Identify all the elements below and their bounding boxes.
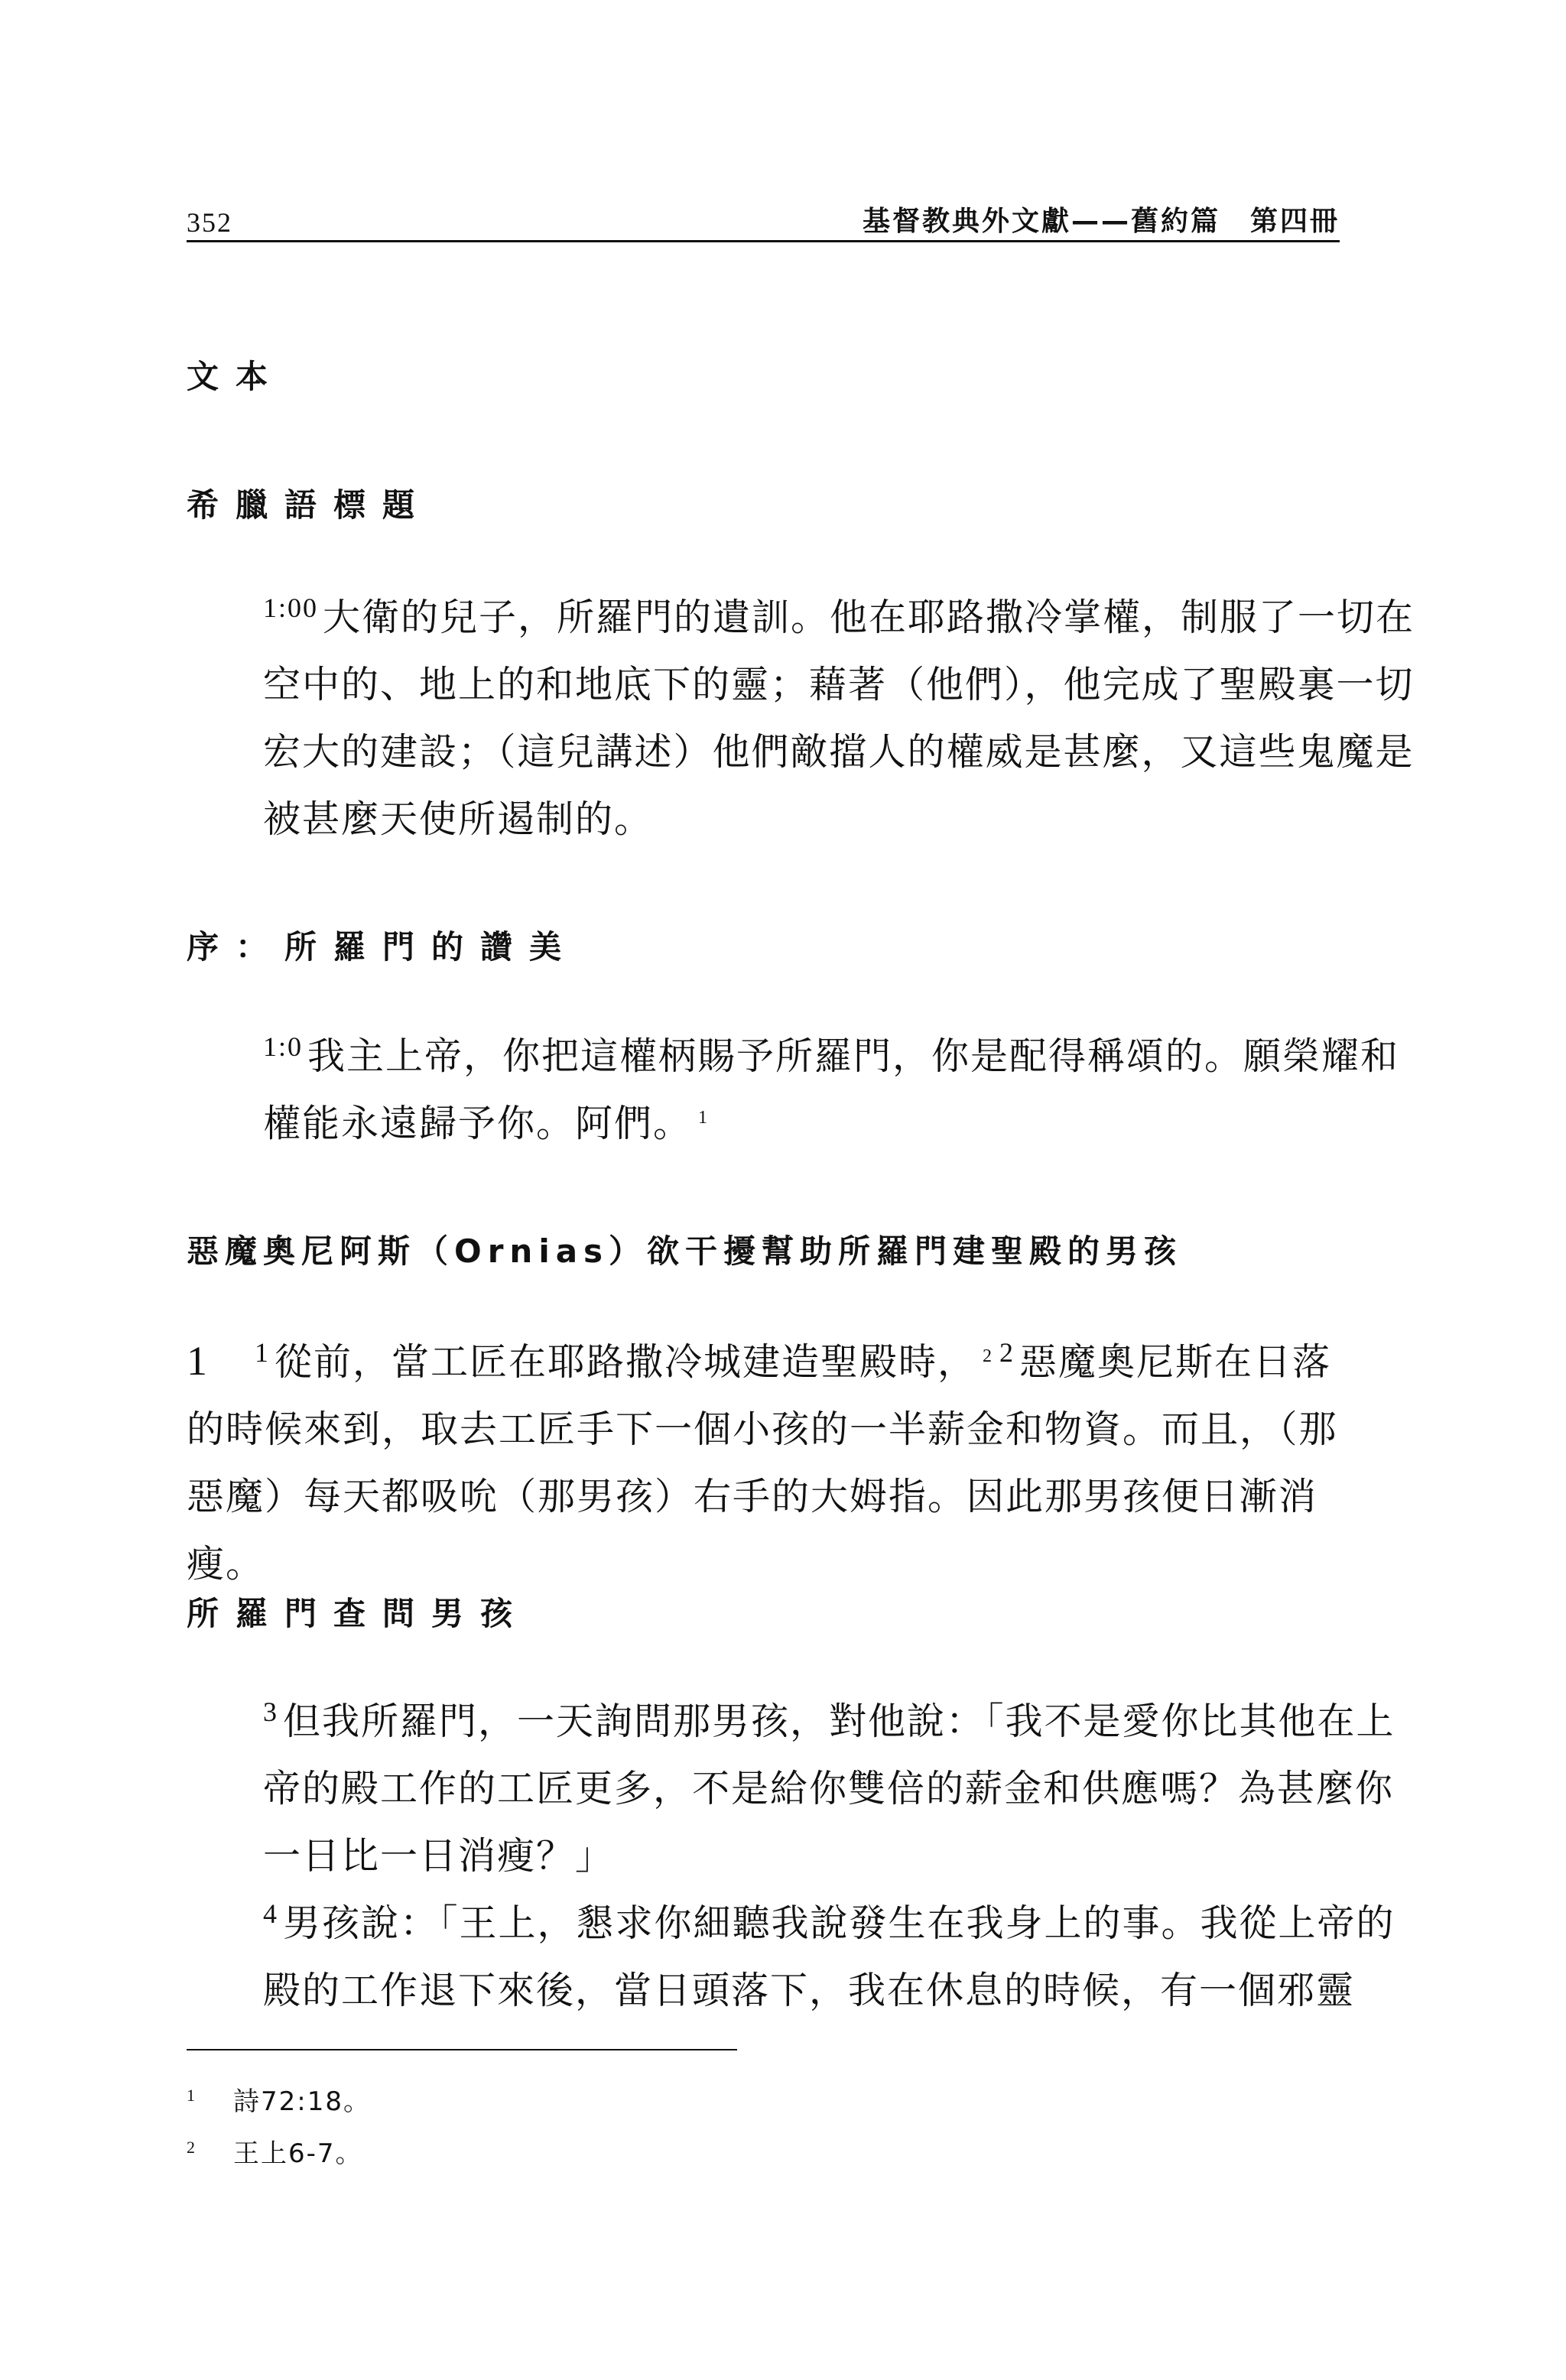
verse-text: 從前，當工匠在耶路撒冷城建造聖殿時，	[275, 1340, 977, 1384]
footnote-text: 詩72:18。	[233, 2086, 371, 2117]
section-heading-ornias: 惡魔奧尼阿斯（Ornias）欲干擾幫助所羅門建聖殿的男孩	[187, 1232, 1183, 1270]
chapter-number: 1	[187, 1338, 209, 1384]
footnote-rule	[187, 2049, 737, 2050]
page-number: 352	[187, 207, 232, 238]
paragraph-chapter-1	[187, 1327, 1340, 1598]
paragraph-prologue	[187, 1023, 1416, 1158]
section-heading-text: 文本	[187, 358, 285, 395]
paragraph-greek-title	[187, 584, 1416, 853]
section-heading-question: 所羅門查問男孩	[187, 1595, 530, 1632]
footnote-mark: 2	[187, 2137, 197, 2157]
verse-number: 1	[255, 1336, 270, 1368]
verse-number: 2	[999, 1336, 1015, 1368]
section-heading-prologue: 序：所羅門的讚美	[187, 928, 579, 966]
verse-number: 3	[263, 1696, 278, 1727]
paragraph-text: 我主上帝，你把這權柄賜予所羅門，你是配得稱頌的。願榮耀和權能永遠歸予你。阿們。	[263, 1034, 1400, 1145]
section-heading-greek-title: 希臘語標題	[187, 486, 432, 524]
footnote-1	[187, 2083, 371, 2121]
footnote-text: 王上6-7。	[233, 2138, 363, 2169]
running-title: 基督教典外文獻——舊約篇 第四冊	[862, 206, 1340, 237]
running-header	[187, 197, 1340, 245]
paragraph-verse-3	[187, 1688, 1416, 1890]
verse-number: 1:00	[263, 592, 319, 623]
footnote-2	[187, 2135, 363, 2173]
footnote-ref: 1	[698, 1107, 710, 1128]
verse-number: 1:0	[263, 1031, 304, 1062]
verse-text: 惡魔奧尼斯在日落的時候來到，取去工匠手下一個小孩的一半薪金和物資。而且，（那惡魔）每天都吸吮（那男孩）右手的大姆指。因此那男孩便日漸消瘦。	[187, 1340, 1338, 1586]
verse-text: 但我所羅門，一天詢問那男孩，對他說：「我不是愛你比其他在上帝的殿工作的工匠更多，不是給你雙倍的薪金和供應嗎？為甚麼你一日比一日消瘦？」	[263, 1700, 1395, 1878]
footnote-mark: 1	[187, 2085, 197, 2105]
footnote-ref: 2	[983, 1346, 994, 1366]
paragraph-text: 大衛的兒子，所羅門的遺訓。他在耶路撒冷掌權，制服了一切在空中的、地上的和地底下的靈；藉著（他們），他完成了聖殿裏一切宏大的建設；（這兒講述）他們敵擋人的權威是甚麼，又這些鬼魔是被甚麼天使所遏制的。	[263, 596, 1415, 841]
header-rule	[187, 240, 1340, 242]
paragraph-verse-4	[187, 1890, 1416, 2024]
verse-text: 男孩說：「王上，懇求你細聽我說發生在我身上的事。我從上帝的殿的工作退下來後，當日頭落下，我在休息的時候，有一個邪靈	[263, 1901, 1395, 2012]
verse-number: 4	[263, 1898, 278, 1929]
